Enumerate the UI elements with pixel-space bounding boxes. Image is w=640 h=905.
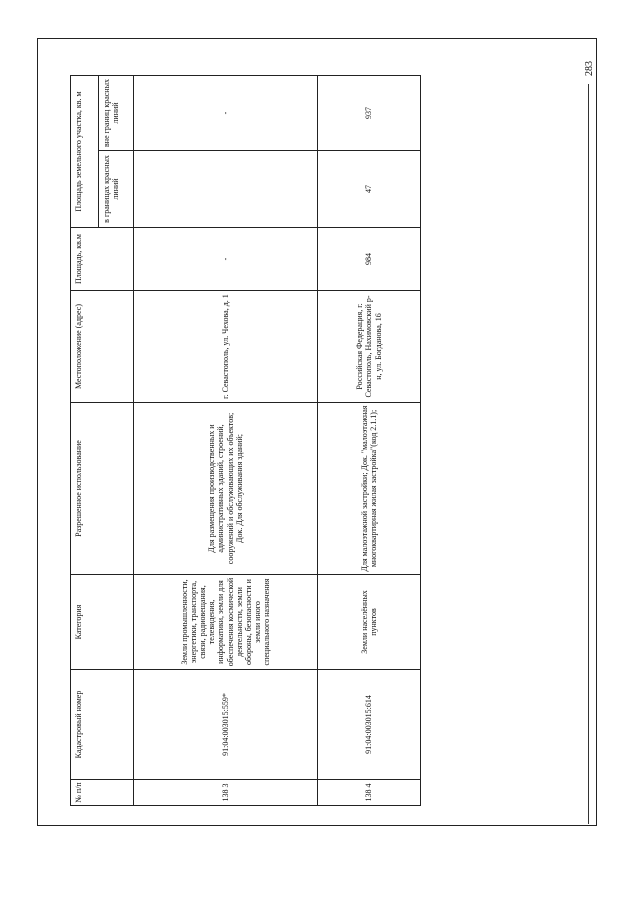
cell-cadastral: 91:04:003015:559* [134, 670, 318, 780]
header-plot-area: Площадь земельного участка, кв. м [71, 75, 99, 227]
cell-address: Российская Федерация, г. Севастополь, Нахимовский р-н, ул. Богданова, 16 [318, 291, 421, 403]
table-row [318, 75, 421, 805]
header-inside: в границах красных линий [99, 151, 134, 228]
bottom-rule [588, 84, 589, 824]
cell-category: Земли промышленности, энергетики, транспорта, связи, радиовещания, телевидения, информатики, земли для обеспечения космической деятельности, земли обороны, безопасности и земли иного специального назначения [134, 575, 318, 670]
page-number: 283 [584, 61, 595, 76]
cell-inside: 47 [318, 151, 421, 228]
header-address: Местоположение (адрес) [71, 291, 134, 403]
header-no: № п/п [71, 780, 134, 806]
cell-no: 138 4 [318, 780, 421, 806]
header-outside: вне границ красных линий [99, 75, 134, 150]
header-row [71, 75, 99, 805]
header-use: Разрешенное использование [71, 403, 134, 575]
cell-inside [134, 151, 318, 228]
table-row [134, 75, 318, 805]
cell-area: 984 [318, 228, 421, 291]
cell-category: Земли населённых пунктов [318, 575, 421, 670]
header-area: Площадь, кв.м [71, 228, 134, 291]
cell-cadastral: 91:04:003015:614 [318, 670, 421, 780]
rotated-table-container [70, 76, 420, 806]
header-cadastral: Кадастровый номер [71, 670, 134, 780]
cell-outside: 937 [318, 75, 421, 150]
land-registry-table [70, 75, 421, 806]
cell-area: - [134, 228, 318, 291]
cell-no: 138 3 [134, 780, 318, 806]
cell-use: Для малоэтажной застройки; Док. "малоэтажная многоквартирная жилая застройка"(код 2.1.1); [318, 403, 421, 575]
header-category: Категория [71, 575, 134, 670]
cell-outside: - [134, 75, 318, 150]
cell-address: г. Севастополь, ул. Чехова, д. 1 [134, 291, 318, 403]
cell-use: Для размещения производственных и административных зданий, строений, сооружений и обслуживающих их объектов; Док. Для обслуживания зданий; [134, 403, 318, 575]
